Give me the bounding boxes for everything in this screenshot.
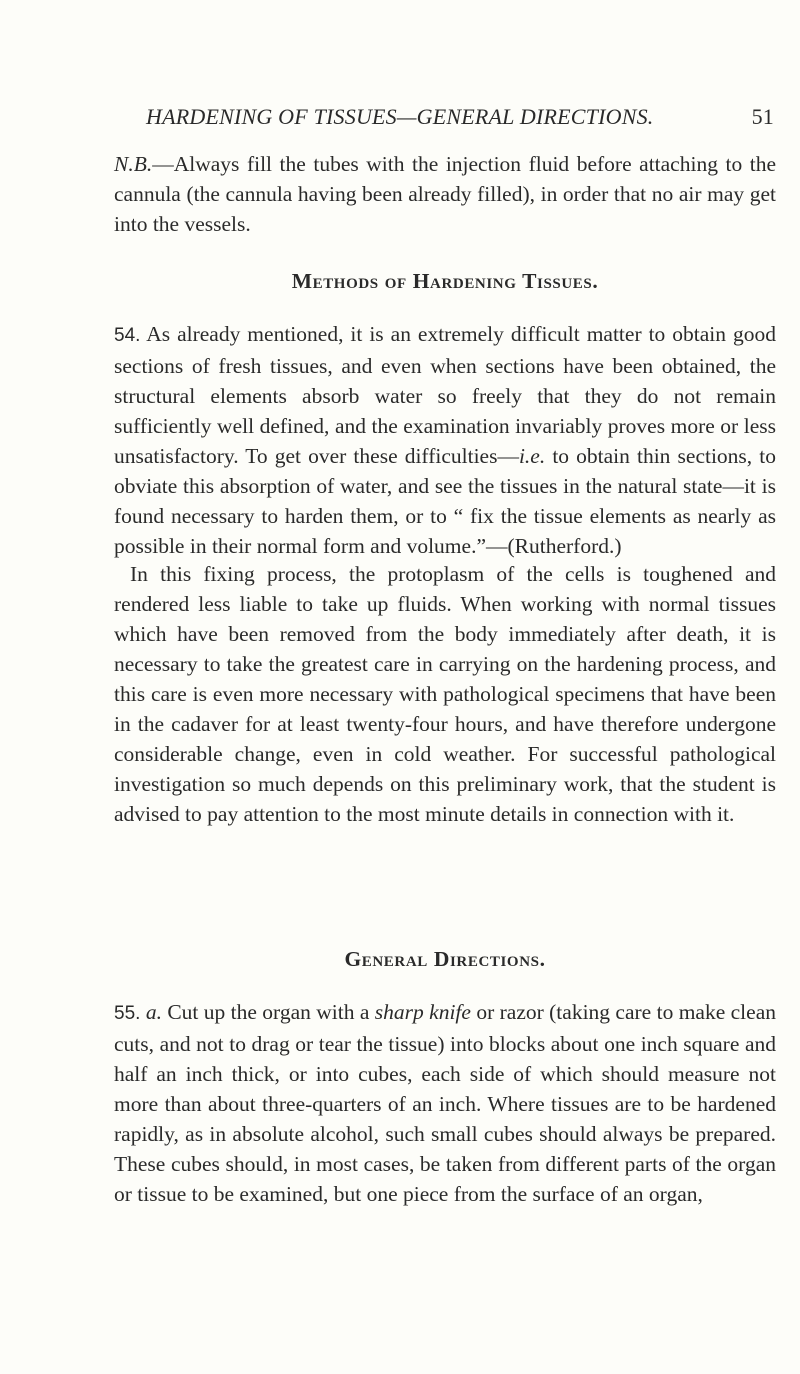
- paragraph-54-text-b: to obtain thin sections, to obviate this absorption of water, and see the tissues in the natural state—it is found necessary to harden them, or to “ fix the tissue elements as nearly as possible in their normal form and volume.”—(Rutherford.): [114, 444, 776, 558]
- running-head-title: HARDENING OF TISSUES—GENERAL DIRECTIONS.: [146, 104, 654, 129]
- paragraph-number-55: 55.: [114, 1003, 141, 1024]
- ie-abbreviation: i.e.: [518, 444, 546, 468]
- paragraph-55: [114, 997, 776, 1209]
- paragraph-55-text-a: Cut up the organ with a: [161, 1000, 375, 1024]
- section-heading-general: General Directions.: [344, 947, 546, 971]
- paragraph-54-text-a: As already mentioned, it is an extremely difficult matter to obtain good sections of fresh tissues, and even when sections have been obtained, the structural elements absorb water so freely that they do not remain sufficiently well defined, and the examination invariably proves more or less unsatisfactory. To get over these difficulties—: [114, 322, 776, 468]
- paragraph-54-continued-text: In this fixing process, the protoplasm of the cells is toughened and rendered less liable to take up fluids. When working with normal tissues which have been removed from the body immediately after death, it is necessary to take the greatest care in carrying on the hardening process, and this care is even more necessary with pathological specimens that have been in the cadaver for at least twenty-four hours, and have therefore undergone considerable change, even in cold weather. For successful pathological investigation so much depends on this preliminary work, that the student is advised to pay attention to the most minute details in connection with it.: [114, 562, 776, 826]
- paragraph-55-text-b: or razor (taking care to make clean cuts, and not to drag or tear the tissue) into blocks about one inch square and half an inch thick, or into cubes, each side of which should measure not more than about three-quarters of an inch. Where tissues are to be hardened rapidly, as in absolute alcohol, such small cubes should always be prepared. These cubes should, in most cases, be taken from different parts of the organ or tissue to be examined, but one piece from the surface of an organ,: [114, 1000, 776, 1206]
- nb-text: —Always fill the tubes with the injection fluid before attaching to the cannula (the cannula having been already filled), in order that no air may get into the vessels.: [114, 152, 776, 236]
- sharp-knife-emphasis: sharp knife: [374, 1000, 471, 1024]
- paragraph-55-letter: a.: [145, 1000, 162, 1024]
- running-head: [146, 103, 774, 131]
- nb-note: [114, 149, 776, 239]
- section-heading-methods: Methods of Hardening Tissues.: [291, 269, 599, 293]
- paragraph-number-54: 54.: [114, 325, 141, 346]
- page-number: 51: [751, 104, 774, 129]
- nb-label: N.B.: [114, 152, 153, 176]
- paragraph-54: [114, 319, 776, 561]
- paragraph-54-continued: [114, 559, 776, 829]
